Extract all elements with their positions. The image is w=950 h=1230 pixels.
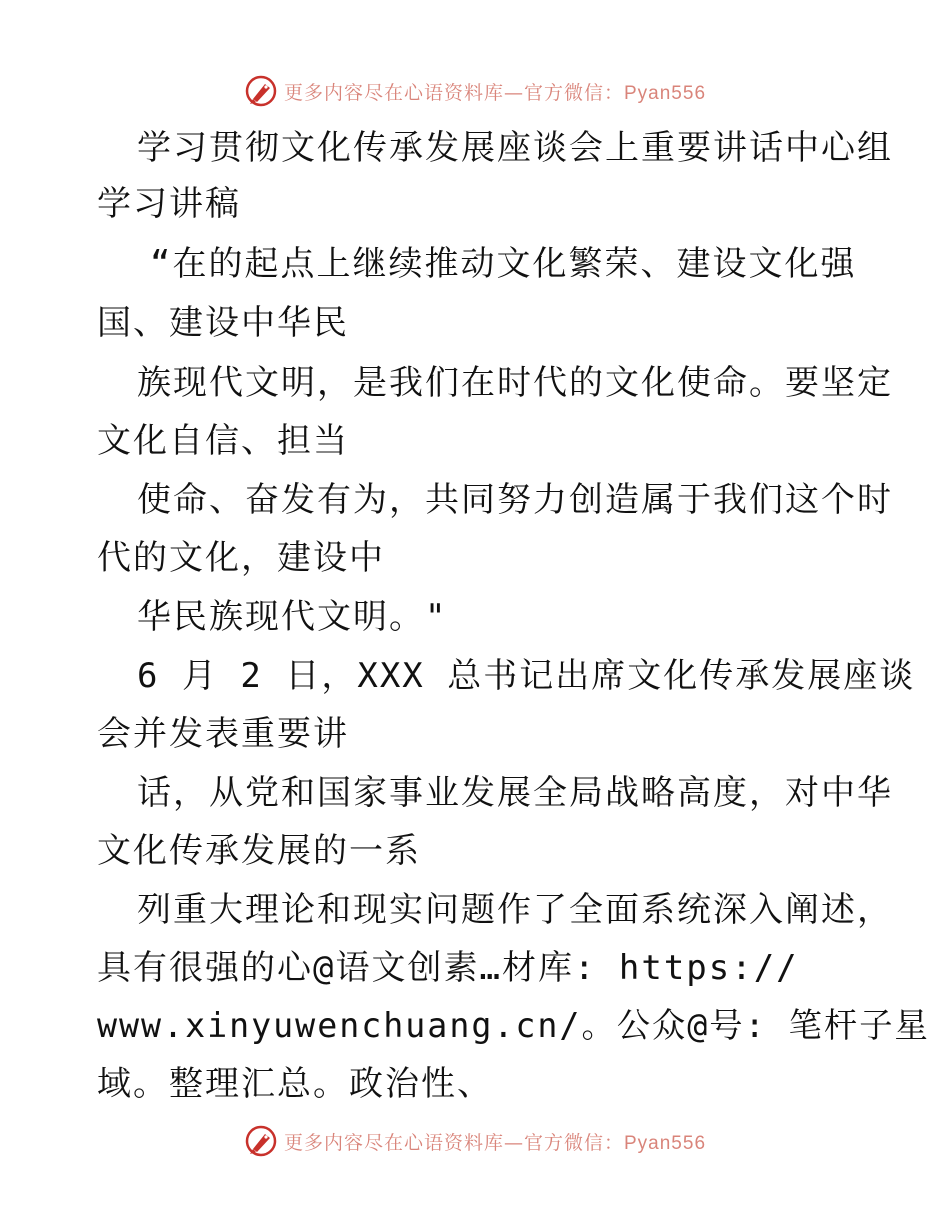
footer-dash: — [503,1131,524,1154]
text-line: 国、建设中华民 [97,303,349,343]
text-line: 列重大理论和现实问题作了全面系统深入阐述， [137,890,893,930]
text-line: 华民族现代文明。" [137,597,448,637]
pen-nib-logo-icon [244,1124,278,1158]
text-line: 域。整理汇总。政治性、 [97,1064,493,1104]
text-line: 学习贯彻文化传承发展座谈会上重要讲话中心组 [137,128,893,168]
text-line: 使命、奋发有为，共同努力创造属于我们这个时 [137,480,893,520]
header-official-wechat: 官方微信： [523,81,624,104]
text-line: 族现代文明，是我们在时代的文化使命。要坚定 [137,363,893,403]
text-line: 具有很强的心@语文创素…材库: https:// [97,948,799,988]
footer-official-wechat: 官方微信： [523,1131,624,1154]
text-line: 话，从党和国家事业发展全局战略高度，对中华 [137,773,893,813]
text-line: “在的起点上继续推动文化繁荣、建设文化强 [150,244,857,284]
text-line: 学习讲稿 [97,184,241,224]
footer-banner [0,1121,950,1161]
header-wechat-id: Pyan556 [624,82,707,104]
footer-wechat-id: Pyan556 [624,1132,707,1154]
header-brand: 更多内容尽在心语资料库 [283,81,504,104]
footer-brand: 更多内容尽在心语资料库 [283,1131,504,1154]
text-line: www.xinyuwenchuang.cn/。公众@号: 笔杆子星 [97,1006,930,1046]
text-line: 会并发表重要讲 [97,714,349,754]
text-line: 文化传承发展的一系 [97,831,421,871]
footer-text [284,1128,706,1155]
header-dash: — [503,81,524,104]
text-line: 文化自信、担当 [97,421,349,461]
text-line: 6 月 2 日，XXX 总书记出席文化传承发展座谈 [137,656,916,696]
text-line: 代的文化，建设中 [97,538,385,578]
